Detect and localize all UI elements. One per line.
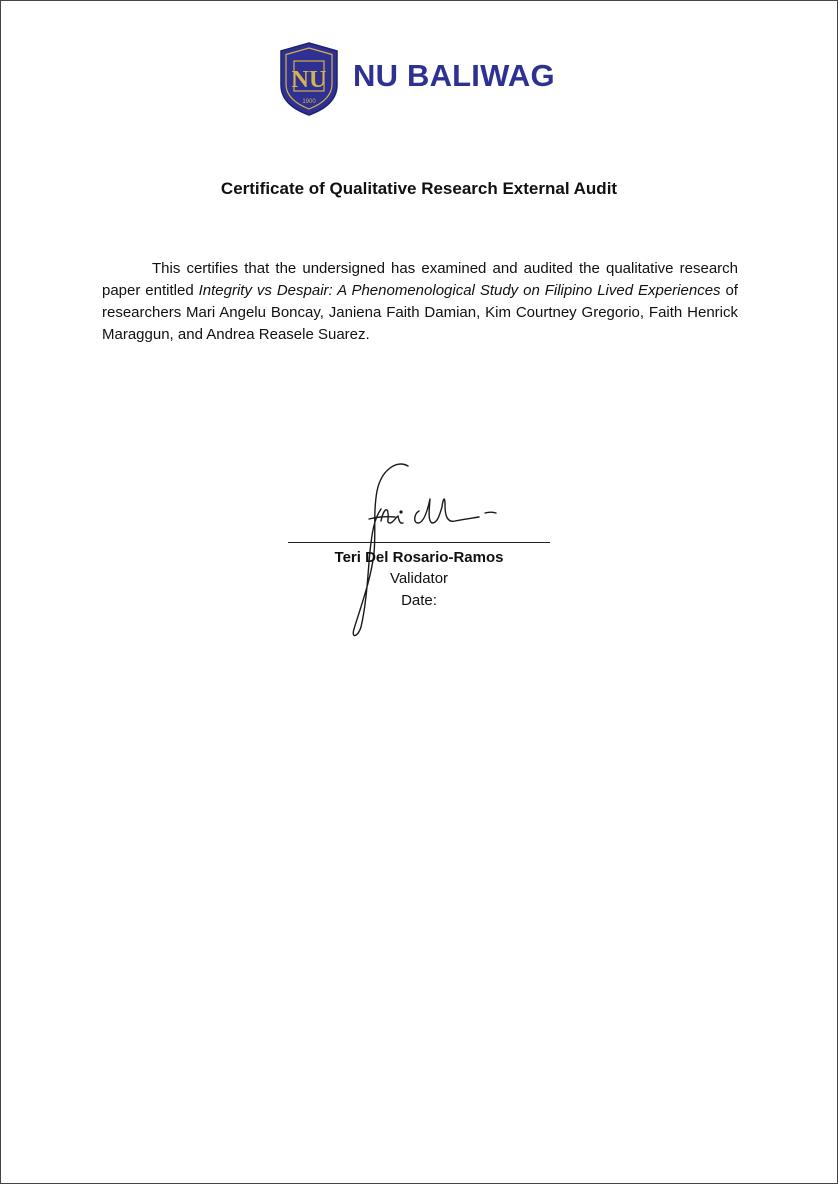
signatory-date: Date: bbox=[401, 592, 437, 609]
crest-year: 1900 bbox=[302, 99, 316, 105]
university-header bbox=[277, 39, 555, 119]
signatory-block bbox=[288, 547, 550, 612]
brand-name: NU BALIWAG bbox=[353, 57, 555, 93]
signature-line bbox=[288, 542, 550, 543]
body-outro: of researchers Mari Angelu Boncay, Janiena Faith Damian, Kim Courtney Gregorio, Faith Henrick Maraggun, and Andrea Reasele Suarez. bbox=[102, 282, 738, 343]
university-crest-icon bbox=[277, 41, 341, 117]
certificate-body bbox=[102, 258, 738, 346]
paper-title: Integrity vs Despair: A Phenomenological Study on Filipino Lived Experiences bbox=[198, 282, 721, 299]
crest-monogram: NU bbox=[291, 67, 327, 93]
certificate-title: Certificate of Qualitative Research External Audit bbox=[220, 179, 618, 198]
signatory-name: Teri Del Rosario-Ramos bbox=[334, 549, 504, 566]
body-intro: This certifies that the undersigned has examined and audited the qualitative research paper entitled bbox=[102, 260, 738, 299]
signatory-role: Validator bbox=[389, 570, 449, 587]
